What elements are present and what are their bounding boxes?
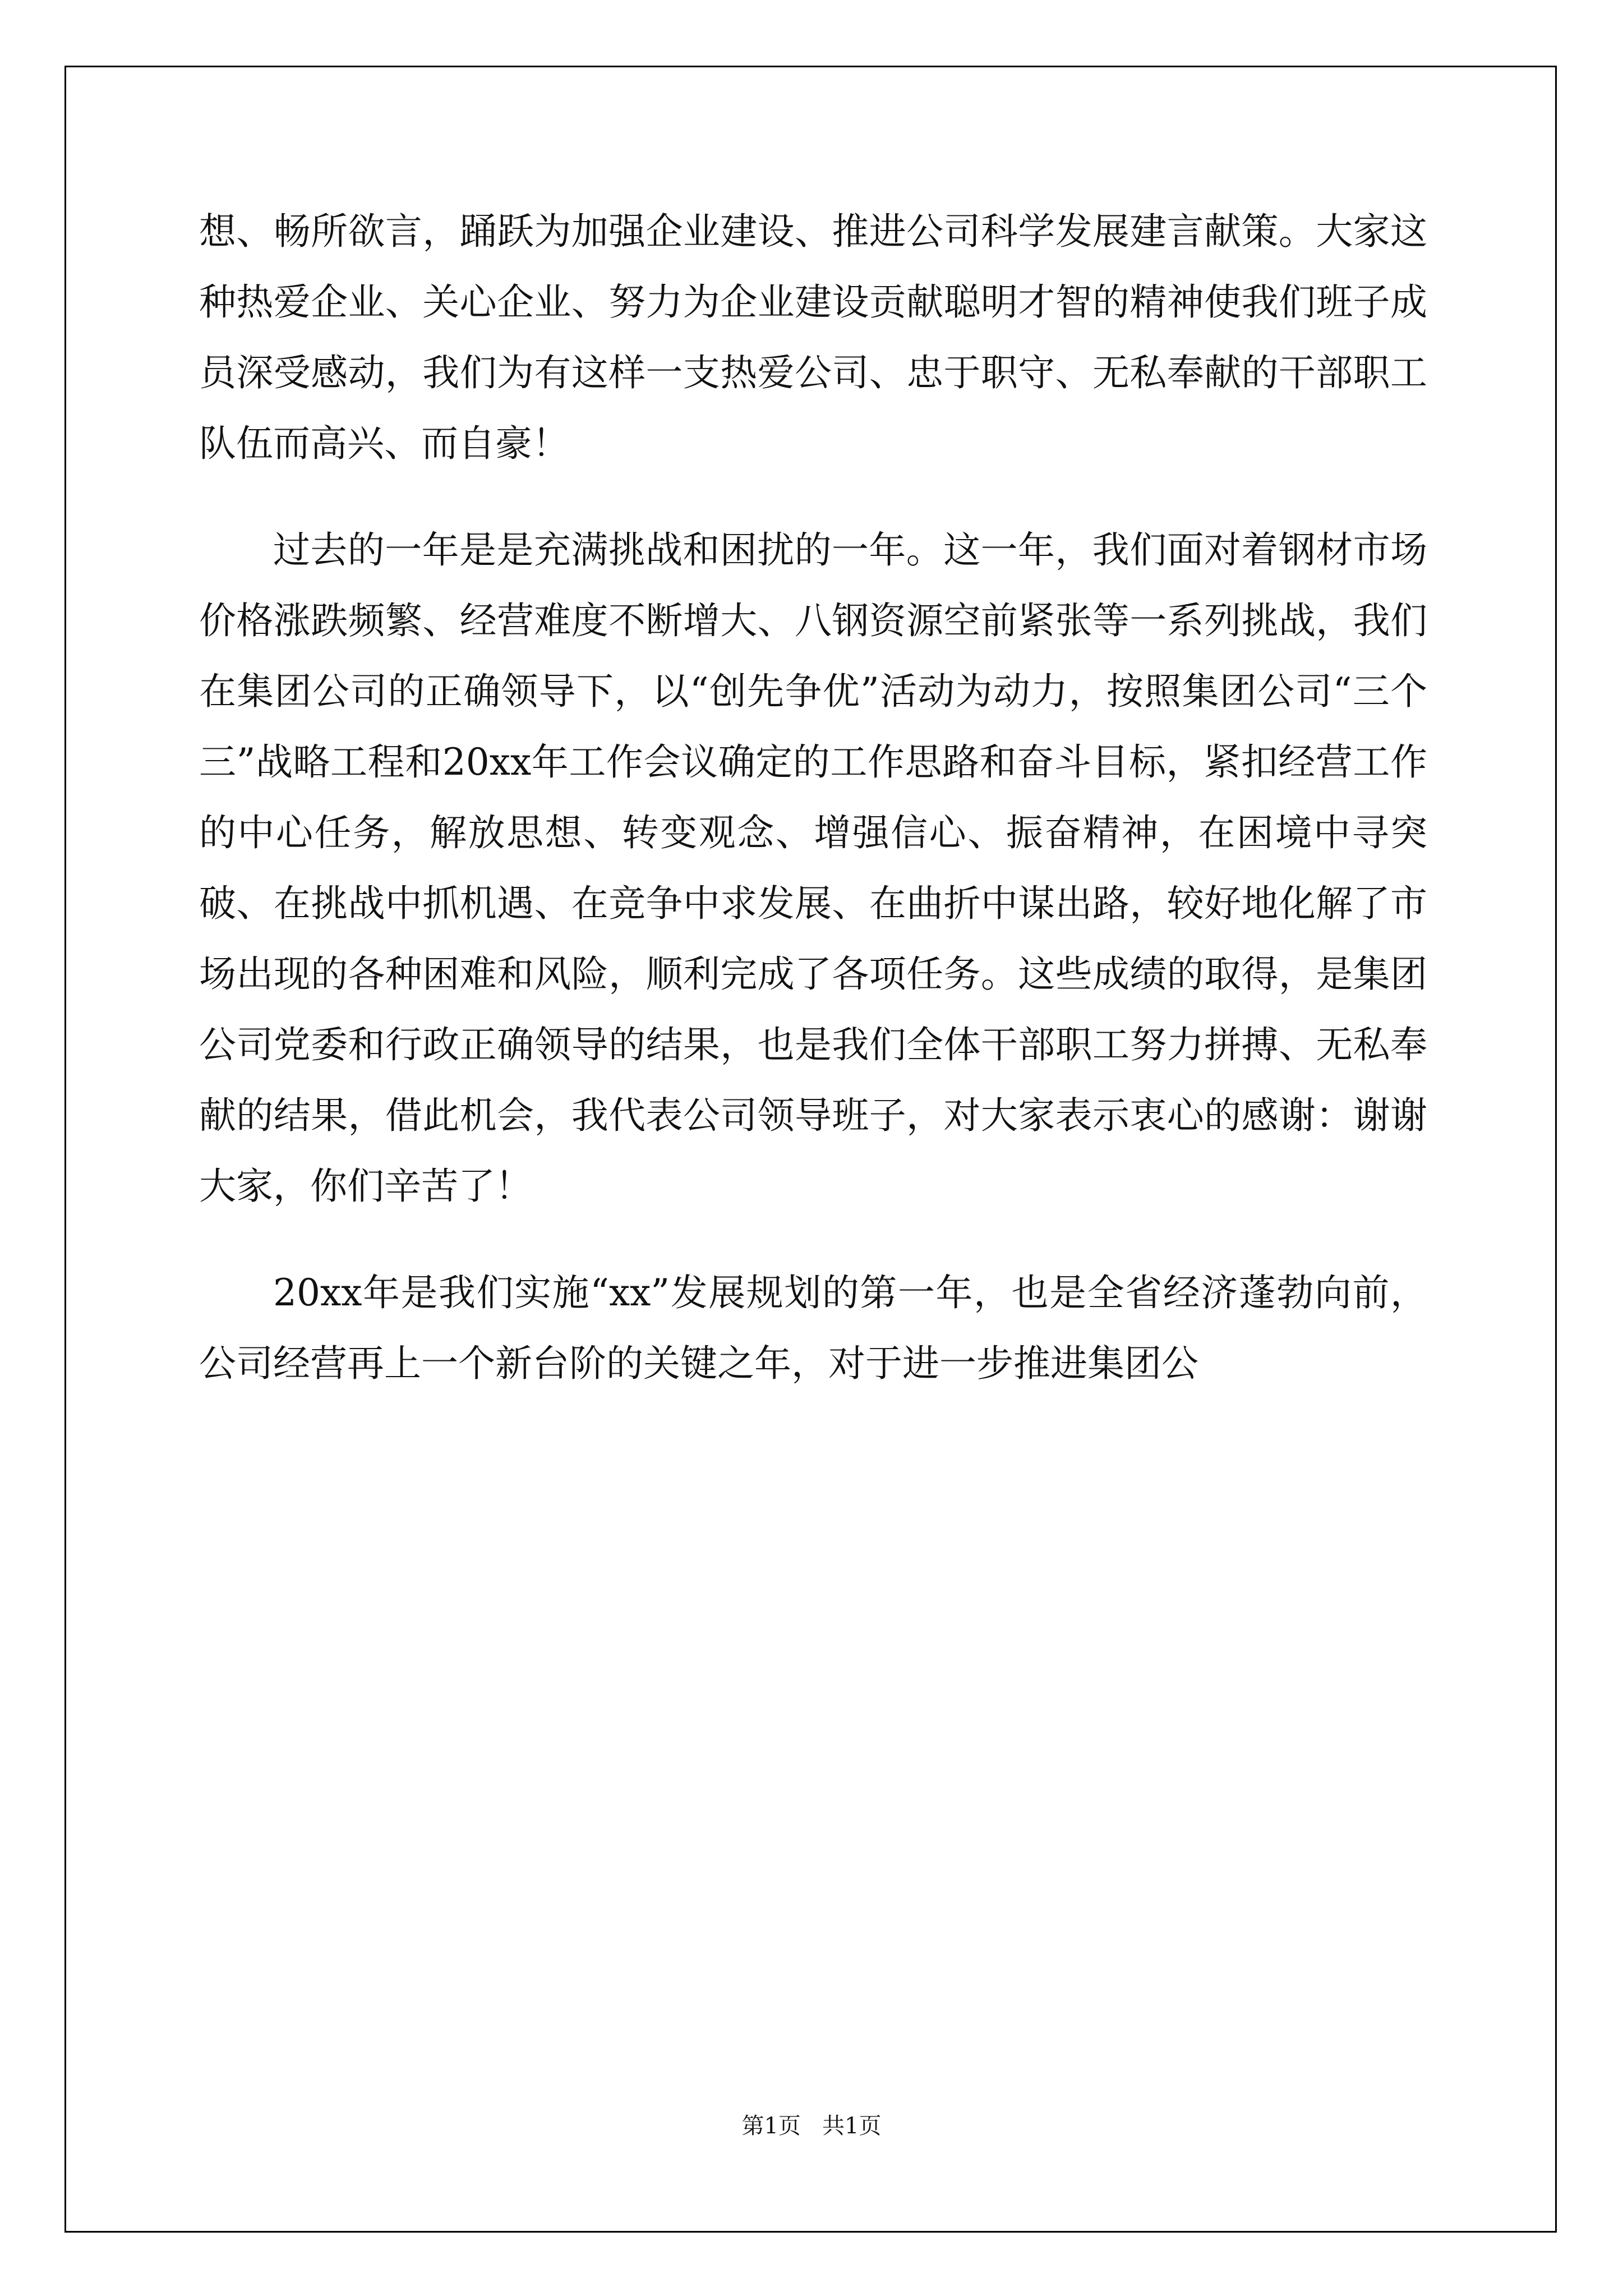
page-number-footer: 第1页 共1页: [741, 2113, 882, 2139]
paragraph-1: 想、畅所欲言，踊跃为加强企业建设、推进公司科学发展建言献策。大家这种热爱企业、关心企业、努力为企业建设贡献聪明才智的精神使我们班子成员深受感动，我们为有这样一支热爱公司、忠于职守、无私奉献的干部职工队伍而高兴、而自豪！: [199, 210, 1427, 465]
paragraph-3: 20xx年是我们实施“xx”发展规划的第一年，也是全省经济蓬勃向前，公司经营再上一个新台阶的关键之年，对于进一步推进集团公: [199, 1271, 1427, 1385]
document-body: [199, 196, 1427, 1435]
paragraph-2: 过去的一年是是充满挑战和困扰的一年。这一年，我们面对着钢材市场价格涨跌频繁、经营难度不断增大、八钢资源空前紧张等一系列挑战，我们在集团公司的正确领导下，以“创先争优”活动为动力，按照集团公司“三个三”战略工程和20xx年工作会议确定的工作思路和奋斗目标，紧扣经营工作的中心任务，解放思想、转变观念、增强信心、振奋精神，在困境中寻突破、在挑战中抓机遇、在竞争中求发展、在曲折中谋出路，较好地化解了市场出现的各种困难和风险，顺利完成了各项任务。这些成绩的取得，是集团公司党委和行政正确领导的结果，也是我们全体干部职工努力拼搏、无私奉献的结果，借此机会，我代表公司领导班子，对大家表示衷心的感谢：谢谢大家，你们辛苦了！: [199, 528, 1427, 1208]
